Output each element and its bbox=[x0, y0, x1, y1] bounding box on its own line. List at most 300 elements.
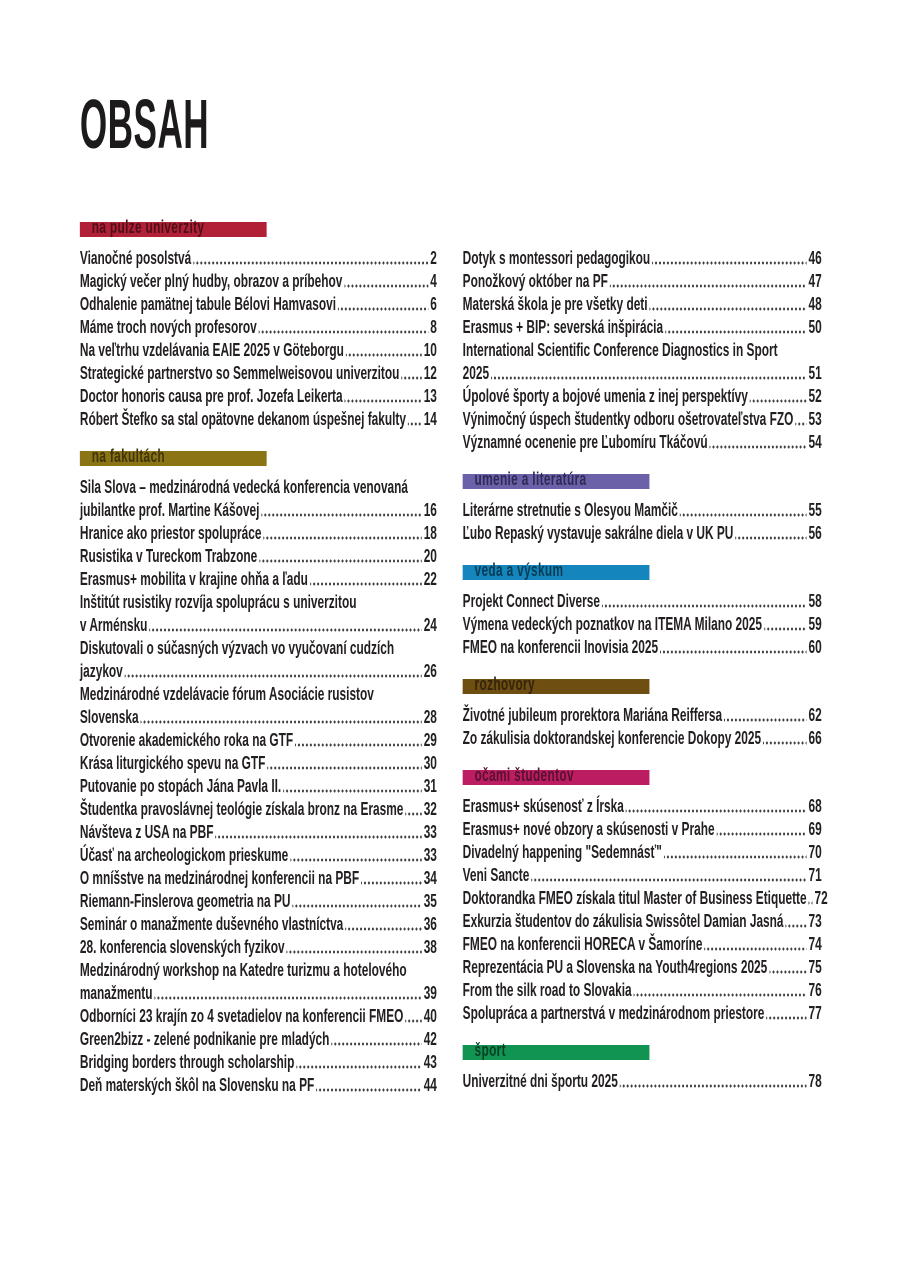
section-label: umenie a literatúra bbox=[474, 469, 587, 489]
page-number: 66 bbox=[808, 728, 822, 748]
toc-section-header bbox=[80, 217, 267, 237]
dot-leader bbox=[664, 841, 807, 864]
toc-entry bbox=[463, 704, 822, 727]
dot-leader bbox=[331, 1028, 421, 1051]
dot-leader bbox=[287, 936, 422, 959]
entry-title: jubilantke prof. Martine Kášovej bbox=[79, 500, 260, 520]
toc-entry bbox=[463, 522, 822, 545]
toc-entry bbox=[463, 636, 822, 659]
entry-title: Veni Sancte bbox=[462, 865, 530, 885]
toc-entry bbox=[80, 1028, 437, 1051]
toc-entry bbox=[80, 476, 437, 522]
dot-leader bbox=[263, 522, 421, 545]
dot-leader bbox=[763, 727, 806, 750]
entry-title: Exkurzia študentov do zákulisia Swissôtel Damian Jasná bbox=[462, 911, 784, 931]
entry-line bbox=[80, 936, 437, 959]
page-number: 13 bbox=[423, 386, 437, 406]
page-number: 16 bbox=[423, 500, 437, 520]
entry-title: O mníšstve na medzinárodnej konferencii na PBF bbox=[79, 868, 360, 888]
dot-leader bbox=[704, 933, 806, 956]
entry-title: Významné ocenenie pre Ľubomíru Tkáčovú bbox=[462, 432, 708, 452]
entry-line bbox=[80, 1028, 437, 1051]
page-number: 10 bbox=[423, 340, 437, 360]
dot-leader bbox=[795, 408, 806, 431]
dot-leader bbox=[724, 704, 806, 727]
entry-line bbox=[80, 913, 437, 936]
page-number: 28 bbox=[423, 707, 437, 727]
entry-line: Sila Slova – medzinárodná vedecká konferencia venovaná bbox=[79, 477, 409, 497]
entry-line bbox=[463, 1002, 822, 1025]
toc-entry bbox=[80, 316, 437, 339]
entry-line bbox=[80, 339, 437, 362]
toc-entry bbox=[463, 727, 822, 750]
entry-title: Bridging borders through scholarship bbox=[79, 1052, 295, 1072]
toc-entry bbox=[80, 752, 437, 775]
toc-entry bbox=[80, 775, 437, 798]
entry-title: jazykov bbox=[79, 661, 123, 681]
entry-title: Seminár o manažmente duševného vlastníctva bbox=[79, 914, 344, 934]
page-number: 58 bbox=[808, 591, 822, 611]
entry-line bbox=[80, 775, 437, 798]
entry-title: Zo zákulisia doktorandskej konferencie Dokopy 2025 bbox=[462, 728, 762, 748]
page-number: 74 bbox=[808, 934, 822, 954]
dot-leader bbox=[346, 339, 422, 362]
entry-line bbox=[463, 270, 822, 293]
entry-line: Diskutovali o súčasných výzvach vo vyučovaní cudzích bbox=[79, 638, 395, 658]
entry-title: Strategické partnerstvo so Semmelweisovou univerzitou bbox=[79, 363, 400, 383]
entry-title: Róbert Štefko sa stal opätovne dekanom úspešnej fakulty bbox=[79, 409, 406, 429]
toc-entry bbox=[80, 545, 437, 568]
page-number: 34 bbox=[423, 868, 437, 888]
entry-title: Ľubo Repaský vystavuje sakrálne diela v UK PU bbox=[462, 523, 734, 543]
entry-line bbox=[80, 1005, 437, 1028]
toc-entry bbox=[80, 683, 437, 729]
dot-leader bbox=[735, 522, 806, 545]
entry-title: FMEO na konferencii HORECA v Šamoríne bbox=[462, 934, 703, 954]
entry-title: Študentka pravoslávnej teológie získala bronz na Erasme bbox=[79, 799, 404, 819]
page-title: OBSAH bbox=[79, 85, 210, 163]
entry-line bbox=[463, 864, 822, 887]
page-number: 2 bbox=[430, 248, 437, 268]
toc-entry bbox=[463, 956, 822, 979]
page-number: 26 bbox=[423, 661, 437, 681]
entry-line bbox=[80, 270, 437, 293]
toc-entry bbox=[80, 1051, 437, 1074]
dot-leader bbox=[345, 385, 422, 408]
entry-line bbox=[80, 522, 437, 545]
page-number: 48 bbox=[808, 294, 822, 314]
toc-entry bbox=[80, 729, 437, 752]
dot-leader bbox=[766, 1002, 806, 1025]
toc-entry bbox=[463, 316, 822, 339]
toc-entry bbox=[80, 385, 437, 408]
section-label: šport bbox=[474, 1040, 506, 1060]
dot-leader bbox=[405, 1005, 421, 1028]
dot-leader bbox=[602, 590, 807, 613]
entry-title: Výmena vedeckých poznatkov na ITEMA Milano 2025 bbox=[462, 614, 762, 634]
section-label: rozhovory bbox=[474, 674, 535, 694]
toc-entry bbox=[80, 913, 437, 936]
entry-line bbox=[463, 704, 822, 727]
page-number: 39 bbox=[423, 983, 437, 1003]
toc-entry bbox=[80, 959, 437, 1005]
section-label: na fakultách bbox=[91, 446, 166, 466]
entry-title: Ponožkový október na PF bbox=[462, 271, 608, 291]
page-number: 35 bbox=[423, 891, 437, 911]
entry-title: Slovenska bbox=[79, 707, 139, 727]
page-number: 44 bbox=[423, 1075, 437, 1095]
entry-line bbox=[80, 293, 437, 316]
entry-title: Účasť na archeologickom prieskume bbox=[79, 845, 289, 865]
content-wrap bbox=[0, 85, 900, 1097]
toc-entry bbox=[80, 821, 437, 844]
toc-entry bbox=[80, 867, 437, 890]
toc-entry bbox=[463, 864, 822, 887]
toc-entry bbox=[462, 887, 828, 910]
entry-line bbox=[80, 982, 437, 1005]
entry-line bbox=[463, 818, 822, 841]
toc-entry bbox=[80, 1074, 437, 1097]
toc-column-left bbox=[79, 217, 437, 1097]
entry-title: Materská škola je pre všetky deti bbox=[462, 294, 648, 314]
dot-leader bbox=[786, 910, 807, 933]
entry-line bbox=[80, 660, 437, 683]
dot-leader bbox=[680, 499, 807, 522]
toc-entry bbox=[463, 293, 822, 316]
toc-entry bbox=[463, 1070, 822, 1093]
entry-line bbox=[80, 844, 437, 867]
entry-line bbox=[80, 798, 437, 821]
toc-entry bbox=[80, 293, 437, 316]
dot-leader bbox=[620, 1070, 807, 1093]
dot-leader bbox=[650, 293, 807, 316]
toc-entry bbox=[80, 1005, 437, 1028]
toc-entry bbox=[463, 431, 822, 454]
entry-line bbox=[80, 890, 437, 913]
entry-title: Divadelný happening "Sedemnásť" bbox=[462, 842, 662, 862]
toc-entry bbox=[463, 613, 822, 636]
entry-line bbox=[463, 408, 822, 431]
page-number: 33 bbox=[423, 845, 437, 865]
page-number: 77 bbox=[808, 1003, 822, 1023]
entry-line bbox=[80, 752, 437, 775]
toc-entry bbox=[463, 818, 822, 841]
entry-title: Literárne stretnutie s Olesyou Mamčič bbox=[462, 500, 678, 520]
toc-entry bbox=[80, 408, 437, 431]
page-number: 12 bbox=[423, 363, 437, 383]
entry-line bbox=[463, 795, 822, 818]
dot-leader bbox=[259, 545, 421, 568]
dot-leader bbox=[215, 821, 421, 844]
section-label: očami študentov bbox=[474, 765, 574, 785]
entry-line bbox=[463, 431, 822, 454]
dot-leader bbox=[292, 890, 421, 913]
page-number: 53 bbox=[808, 409, 822, 429]
entry-title: Úpolové športy a bojové umenia z inej perspektívy bbox=[462, 386, 748, 406]
dot-leader bbox=[295, 729, 422, 752]
entry-line bbox=[80, 706, 437, 729]
page-number: 43 bbox=[423, 1052, 437, 1072]
entry-title: Životné jubileum prorektora Mariána Reiffersa bbox=[462, 705, 723, 725]
entry-title: 2025 bbox=[462, 363, 490, 383]
entry-line bbox=[463, 956, 822, 979]
entry-title: Erasmus+ skúsenosť z Írska bbox=[462, 796, 624, 816]
entry-line bbox=[80, 247, 437, 270]
entry-title: Reprezentácia PU a Slovenska na Youth4regions 2025 bbox=[462, 957, 768, 977]
entry-line bbox=[80, 385, 437, 408]
entry-title: Green2bizz - zelené podnikanie pre mladých bbox=[79, 1029, 330, 1049]
page-number: 47 bbox=[808, 271, 822, 291]
page-number: 52 bbox=[808, 386, 822, 406]
entry-line bbox=[463, 499, 822, 522]
page-number: 32 bbox=[423, 799, 437, 819]
entry-title: Hranice ako priestor spolupráce bbox=[79, 523, 262, 543]
dot-leader bbox=[193, 247, 428, 270]
dot-leader bbox=[344, 270, 428, 293]
dot-leader bbox=[769, 956, 806, 979]
dot-leader bbox=[149, 614, 421, 637]
entry-title: Putovanie po stopách Jána Pavla II. bbox=[79, 776, 282, 796]
entry-line bbox=[463, 979, 822, 1002]
toc-entry bbox=[80, 270, 437, 293]
entry-title: Dotyk s montessori pedagogikou bbox=[462, 248, 651, 268]
entry-line bbox=[80, 614, 437, 637]
entry-title: Návšteva z USA na PBF bbox=[79, 822, 214, 842]
entry-title: 28. konferencia slovenských fyzikov bbox=[79, 937, 285, 957]
section-label: na pulze univerzity bbox=[91, 217, 205, 237]
page-number: 68 bbox=[808, 796, 822, 816]
page-number: 70 bbox=[808, 842, 822, 862]
toc-entry bbox=[463, 795, 822, 818]
dot-leader bbox=[660, 636, 806, 659]
dot-leader bbox=[345, 913, 421, 936]
toc-entry bbox=[463, 841, 822, 864]
entry-title: Magický večer plný hudby, obrazov a príbehov bbox=[79, 271, 343, 291]
entry-line bbox=[463, 247, 822, 270]
entry-line bbox=[80, 362, 437, 385]
page-number: 54 bbox=[808, 432, 822, 452]
entry-line bbox=[80, 408, 437, 431]
page-number: 55 bbox=[808, 500, 822, 520]
dot-leader bbox=[141, 706, 422, 729]
page-number: 76 bbox=[808, 980, 822, 1000]
toc-entry bbox=[463, 979, 822, 1002]
entry-title: Riemann-Finslerova geometria na PU bbox=[79, 891, 291, 911]
dot-leader bbox=[261, 499, 421, 522]
page-number: 4 bbox=[430, 271, 437, 291]
entry-title: Odborníci 23 krajín zo 4 svetadielov na konferencii FMEO bbox=[79, 1006, 404, 1026]
entry-title: Doktorandka FMEO získala titul Master of Business Etiquette bbox=[462, 888, 807, 908]
page-number: 78 bbox=[808, 1071, 822, 1091]
entry-line bbox=[80, 316, 437, 339]
toc-section-header bbox=[463, 469, 650, 489]
page-number: 24 bbox=[423, 615, 437, 635]
page-number: 71 bbox=[808, 865, 822, 885]
page-number: 14 bbox=[423, 409, 437, 429]
dot-leader bbox=[154, 982, 421, 1005]
entry-line bbox=[80, 729, 437, 752]
dot-leader bbox=[652, 247, 806, 270]
toc-entry bbox=[80, 362, 437, 385]
dot-leader bbox=[338, 293, 428, 316]
dot-leader bbox=[361, 867, 422, 890]
dot-leader bbox=[750, 385, 807, 408]
entry-line: Medzinárodné vzdelávacie fórum Asociácie rusistov bbox=[79, 684, 374, 704]
page-number: 29 bbox=[423, 730, 437, 750]
page-number: 56 bbox=[808, 523, 822, 543]
dot-leader bbox=[401, 362, 421, 385]
dot-leader bbox=[405, 798, 421, 821]
page-number: 46 bbox=[808, 248, 822, 268]
toc-entry bbox=[80, 798, 437, 821]
entry-line bbox=[463, 841, 822, 864]
entry-title: Deň materských škôl na Slovensku na PF bbox=[79, 1075, 315, 1095]
page-number: 60 bbox=[808, 637, 822, 657]
dot-leader bbox=[626, 795, 807, 818]
entry-line bbox=[463, 933, 822, 956]
page-number: 59 bbox=[808, 614, 822, 634]
toc-entry bbox=[80, 522, 437, 545]
entry-line bbox=[462, 887, 828, 910]
dot-leader bbox=[283, 775, 422, 798]
toc-entry bbox=[463, 1002, 822, 1025]
dot-leader bbox=[710, 431, 807, 454]
entry-line: Inštitút rusistiky rozvíja spoluprácu s univerzitou bbox=[79, 592, 357, 612]
dot-leader bbox=[290, 844, 421, 867]
entry-title: Odhalenie pamätnej tabule Bélovi Hamvasovi bbox=[79, 294, 337, 314]
toc-entry bbox=[80, 339, 437, 362]
page-number: 6 bbox=[430, 294, 437, 314]
toc-entry bbox=[80, 936, 437, 959]
entry-line bbox=[463, 316, 822, 339]
entry-line bbox=[463, 590, 822, 613]
toc-entry bbox=[463, 499, 822, 522]
page-number: 20 bbox=[423, 546, 437, 566]
entry-line bbox=[463, 385, 822, 408]
dot-leader bbox=[408, 408, 422, 431]
entry-line bbox=[463, 727, 822, 750]
page-number: 40 bbox=[423, 1006, 437, 1026]
toc-entry bbox=[463, 270, 822, 293]
entry-title: Výnimočný úspech študentky odboru ošetrovateľstva FZO bbox=[462, 409, 794, 429]
dot-leader bbox=[316, 1074, 421, 1097]
toc-entry bbox=[463, 910, 822, 933]
entry-line bbox=[463, 1070, 822, 1093]
toc-section-header bbox=[463, 674, 650, 694]
toc-entry bbox=[463, 247, 822, 270]
page-number: 33 bbox=[423, 822, 437, 842]
dot-leader bbox=[296, 1051, 421, 1074]
page-number: 36 bbox=[423, 914, 437, 934]
dot-leader bbox=[610, 270, 807, 293]
toc-entry bbox=[80, 591, 437, 637]
toc-entry bbox=[80, 568, 437, 591]
entry-line bbox=[80, 1051, 437, 1074]
dot-leader bbox=[531, 864, 806, 887]
toc-entry bbox=[463, 933, 822, 956]
entry-line: International Scientific Conference Diagnostics in Sport bbox=[462, 340, 778, 360]
entry-title: Krása liturgického spevu na GTF bbox=[79, 753, 266, 773]
page-number: 75 bbox=[808, 957, 822, 977]
toc-section-header bbox=[463, 765, 650, 785]
page-number: 22 bbox=[423, 569, 437, 589]
entry-line bbox=[80, 1074, 437, 1097]
entry-title: Doctor honoris causa pre prof. Jozefa Leikerta bbox=[79, 386, 343, 406]
entry-title: Erasmus+ nové obzory a skúsenosti v Prahe bbox=[462, 819, 715, 839]
entry-line bbox=[463, 910, 822, 933]
page-number: 38 bbox=[423, 937, 437, 957]
page-number: 31 bbox=[423, 776, 437, 796]
entry-title: Erasmus + BIP: severská inšpirácia bbox=[462, 317, 664, 337]
section-label: veda a výskum bbox=[474, 560, 564, 580]
dot-leader bbox=[259, 316, 429, 339]
page-number: 62 bbox=[808, 705, 822, 725]
toc-entry bbox=[463, 385, 822, 408]
page-number: 30 bbox=[423, 753, 437, 773]
entry-line bbox=[80, 568, 437, 591]
entry-title: Máme troch nových profesorov bbox=[79, 317, 257, 337]
dot-leader bbox=[491, 362, 806, 385]
toc-entry bbox=[463, 408, 822, 431]
page-number: 73 bbox=[808, 911, 822, 931]
page-number: 72 bbox=[814, 888, 828, 908]
entry-line bbox=[463, 636, 822, 659]
entry-line bbox=[80, 499, 437, 522]
page-number: 50 bbox=[808, 317, 822, 337]
entry-line bbox=[463, 362, 822, 385]
dot-leader bbox=[267, 752, 421, 775]
toc-entry bbox=[80, 637, 437, 683]
entry-title: Spolupráca a partnerstvá v medzinárodnom priestore bbox=[462, 1003, 765, 1023]
toc-section-header bbox=[80, 446, 267, 466]
entry-title: manažmentu bbox=[79, 983, 153, 1003]
entry-title: Na veľtrhu vzdelávania EAIE 2025 v Göteborgu bbox=[79, 340, 344, 360]
toc-entry bbox=[80, 844, 437, 867]
entry-line: Medzinárodný workshop na Katedre turizmu a hotelového bbox=[79, 960, 407, 980]
entry-title: v Arménsku bbox=[79, 615, 148, 635]
toc-section-header bbox=[463, 560, 650, 580]
toc-columns bbox=[79, 217, 900, 1097]
entry-line bbox=[80, 821, 437, 844]
toc-entry bbox=[80, 247, 437, 270]
toc-entry bbox=[463, 590, 822, 613]
entry-line bbox=[80, 867, 437, 890]
entry-title: Projekt Connect Diverse bbox=[462, 591, 600, 611]
page-number: 69 bbox=[808, 819, 822, 839]
page-number: 18 bbox=[423, 523, 437, 543]
entry-title: FMEO na konferencii Inovisia 2025 bbox=[462, 637, 659, 657]
entry-title: Vianočné posolstvá bbox=[79, 248, 192, 268]
page-number: 8 bbox=[430, 317, 437, 337]
dot-leader bbox=[125, 660, 422, 683]
entry-title: Erasmus+ mobilita v krajine ohňa a ľadu bbox=[79, 569, 308, 589]
dot-leader bbox=[310, 568, 422, 591]
dot-leader bbox=[809, 887, 813, 910]
entry-title: Otvorenie akademického roka na GTF bbox=[79, 730, 294, 750]
dot-leader bbox=[764, 613, 807, 636]
entry-title: Univerzitné dni športu 2025 bbox=[462, 1071, 618, 1091]
page-number: 51 bbox=[808, 363, 822, 383]
toc-entry bbox=[463, 339, 822, 385]
dot-leader bbox=[717, 818, 807, 841]
page-number: 42 bbox=[423, 1029, 437, 1049]
toc-entry bbox=[80, 890, 437, 913]
dot-leader bbox=[665, 316, 806, 339]
dot-leader bbox=[634, 979, 807, 1002]
entry-line bbox=[463, 522, 822, 545]
entry-line bbox=[463, 613, 822, 636]
entry-line bbox=[463, 293, 822, 316]
